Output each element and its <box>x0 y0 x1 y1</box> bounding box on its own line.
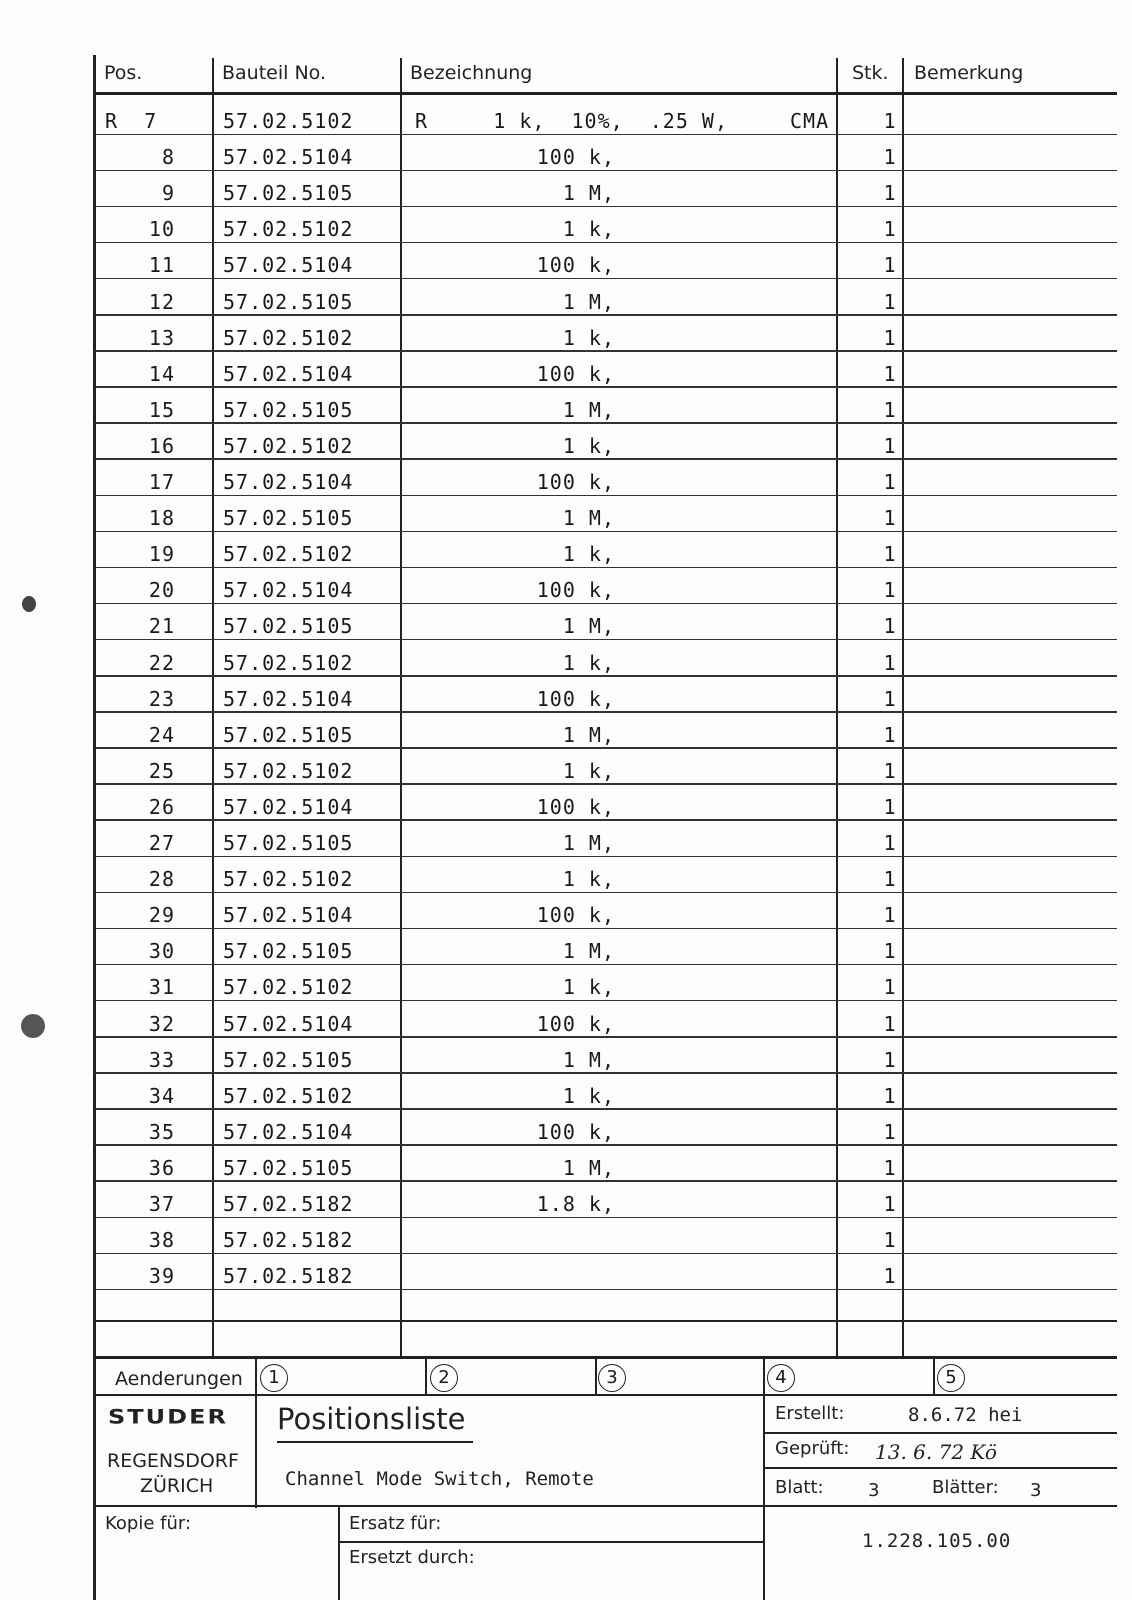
row-part-number: 57.02.5102 <box>223 109 354 133</box>
row-position: 21 <box>148 614 175 639</box>
row-type-code: CMA <box>790 109 830 133</box>
footer-divider-e <box>933 1358 935 1394</box>
row-position: 8 <box>161 145 175 170</box>
table-row <box>95 387 1117 424</box>
row-part-number: 57.02.5104 <box>223 253 354 278</box>
table-row <box>95 134 1117 171</box>
row-position: 18 <box>148 506 175 531</box>
header-part: Bauteil No. <box>222 62 326 84</box>
row-quantity: 1 <box>883 433 897 458</box>
footer-divider-a <box>255 1358 257 1508</box>
row-quantity: 1 <box>883 939 897 964</box>
row-part-number: 57.02.5104 <box>223 578 354 603</box>
row-quantity: 1 <box>883 1119 897 1144</box>
table-row <box>95 1109 1117 1146</box>
row-position: 27 <box>148 831 175 855</box>
changes-rule <box>95 1394 1117 1396</box>
row-quantity: 1 <box>883 1083 897 1108</box>
table-row <box>95 351 1117 388</box>
table-row <box>95 748 1117 785</box>
row-description: 100 k, <box>536 578 615 603</box>
row-part-number: 57.02.5105 <box>223 722 354 747</box>
row-part-number: 57.02.5105 <box>223 831 354 855</box>
created-rule <box>764 1432 1117 1434</box>
table-row <box>95 242 1117 279</box>
title-underline <box>277 1441 473 1443</box>
row-description: 1 k, <box>562 758 615 783</box>
row-description: 1 M, <box>562 939 615 964</box>
row-quantity: 1 <box>883 867 897 892</box>
row-quantity: 1 <box>883 650 897 675</box>
row-position: 29 <box>148 903 175 928</box>
row-part-number: 57.02.5102 <box>223 758 354 783</box>
table-row <box>95 1253 1117 1290</box>
table-row <box>95 1037 1117 1074</box>
row-description: 100 k, <box>536 1119 615 1144</box>
table-row <box>95 1001 1117 1038</box>
table-row <box>95 1073 1117 1110</box>
row-quantity: 1 <box>883 722 897 747</box>
row-description: 1 M, <box>562 614 615 639</box>
table-row <box>95 279 1117 316</box>
table-row <box>95 603 1117 640</box>
row-position: 31 <box>148 975 175 1000</box>
row-position: 28 <box>148 867 175 892</box>
binder-hole-mark <box>21 1014 45 1038</box>
table-row <box>95 856 1117 893</box>
table-row <box>95 676 1117 713</box>
row-quantity: 1 <box>883 578 897 603</box>
row-position: 34 <box>148 1083 175 1108</box>
row-position: 30 <box>148 939 175 964</box>
row-quantity: 1 <box>883 470 897 494</box>
row-position: 16 <box>148 433 175 458</box>
header-qty: Stk. <box>852 62 889 84</box>
sheets-value: 3 <box>1030 1480 1042 1501</box>
row-quantity: 1 <box>883 1011 897 1036</box>
document-title: Positionsliste <box>277 1402 466 1436</box>
row-position: 25 <box>148 758 175 783</box>
table-row <box>95 567 1117 604</box>
row-position: 38 <box>148 1228 175 1253</box>
table-row <box>95 531 1117 568</box>
row-quantity: 1 <box>883 614 897 639</box>
row-description: R 1 k, 10%, .25 W, <box>415 109 728 133</box>
footer-divider-b <box>425 1358 427 1394</box>
row-description: 1 k, <box>562 542 615 567</box>
row-part-number: 57.02.5104 <box>223 794 354 819</box>
row-part-number: 57.02.5182 <box>223 1192 354 1216</box>
row-part-number: 57.02.5105 <box>223 1155 354 1180</box>
footer-divider-c <box>595 1358 597 1394</box>
row-part-number: 57.02.5104 <box>223 1011 354 1036</box>
row-description: 100 k, <box>536 1011 615 1036</box>
row-description: 100 k, <box>536 903 615 928</box>
created-value: 8.6.72 hei <box>908 1404 1023 1426</box>
row-part-number: 57.02.5182 <box>223 1228 354 1253</box>
row-part-number: 57.02.5104 <box>223 361 354 386</box>
checked-signature: 13. 6. 72 Kö <box>875 1440 997 1464</box>
row-position: 22 <box>148 650 175 675</box>
row-part-number: 57.02.5105 <box>223 289 354 314</box>
row-quantity: 1 <box>883 1228 897 1253</box>
row-description: 100 k, <box>536 686 615 711</box>
brand-logo: STUDER <box>108 1406 228 1429</box>
created-label: Erstellt: <box>775 1403 845 1424</box>
row-position: 23 <box>148 686 175 711</box>
row-quantity: 1 <box>883 1047 897 1072</box>
change-marker-3: 3 <box>598 1364 626 1392</box>
row-position: 35 <box>148 1119 175 1144</box>
row-part-number: 57.02.5104 <box>223 470 354 494</box>
row-position: 10 <box>148 217 175 242</box>
row-quantity: 1 <box>883 1192 897 1216</box>
table-row <box>95 206 1117 243</box>
row-part-number: 57.02.5102 <box>223 325 354 350</box>
row-part-number: 57.02.5104 <box>223 686 354 711</box>
row-position: 9 <box>161 181 175 206</box>
row-part-number: 57.02.5102 <box>223 217 354 242</box>
table-row <box>95 459 1117 496</box>
row-part-number: 57.02.5105 <box>223 397 354 422</box>
sheets-label: Blätter: <box>932 1477 999 1498</box>
row-description: 100 k, <box>536 361 615 386</box>
table-row <box>95 1145 1117 1182</box>
row-part-number: 57.02.5102 <box>223 975 354 1000</box>
table-row <box>95 1217 1117 1254</box>
row-description: 1 M, <box>562 1047 615 1072</box>
change-marker-2: 2 <box>430 1364 458 1392</box>
row-quantity: 1 <box>883 109 897 133</box>
row-position: 11 <box>148 253 175 278</box>
table-row <box>95 640 1117 677</box>
row-quantity: 1 <box>883 758 897 783</box>
row-description: 1 k, <box>562 325 615 350</box>
row-part-number: 57.02.5105 <box>223 614 354 639</box>
row-position: 12 <box>148 289 175 314</box>
row-position: 39 <box>148 1264 175 1289</box>
change-marker-4: 4 <box>767 1364 795 1392</box>
replaced-by-label: Ersetzt durch: <box>349 1547 475 1568</box>
row-quantity: 1 <box>883 217 897 242</box>
row-description: 1 k, <box>562 433 615 458</box>
row-position: 15 <box>148 397 175 422</box>
table-row <box>95 784 1117 821</box>
row-quantity: 1 <box>883 361 897 386</box>
row-description: 100 k, <box>536 145 615 170</box>
row-quantity: 1 <box>883 253 897 278</box>
footer-divider-f <box>338 1506 340 1600</box>
header-pos: Pos. <box>104 62 143 84</box>
row-description: 1 M, <box>562 1155 615 1180</box>
table-row <box>95 170 1117 207</box>
row-position: 13 <box>148 325 175 350</box>
row-part-number: 57.02.5104 <box>223 1119 354 1144</box>
replaces-rule <box>339 1541 763 1543</box>
change-marker-5: 5 <box>937 1364 965 1392</box>
row-position: 32 <box>148 1011 175 1036</box>
row-quantity: 1 <box>883 1155 897 1180</box>
table-row <box>95 495 1117 532</box>
changes-label: Aenderungen <box>115 1368 243 1390</box>
header-desc: Bezeichnung <box>410 62 533 84</box>
company-city-1: REGENSDORF <box>107 1450 239 1472</box>
row-position: 37 <box>148 1192 175 1216</box>
row-quantity: 1 <box>883 975 897 1000</box>
table-row <box>95 1181 1117 1218</box>
table-row <box>95 98 1117 135</box>
row-description: 1 M, <box>562 289 615 314</box>
row-quantity: 1 <box>883 686 897 711</box>
row-description: 100 k, <box>536 253 615 278</box>
row-part-number: 57.02.5105 <box>223 1047 354 1072</box>
replaces-label: Ersatz für: <box>349 1513 442 1534</box>
header-remark: Bemerkung <box>914 62 1024 84</box>
row-quantity: 1 <box>883 542 897 567</box>
checked-rule <box>764 1467 1117 1469</box>
document-number: 1.228.105.00 <box>862 1530 1012 1552</box>
row-rule <box>95 1289 1117 1291</box>
change-marker-1: 1 <box>260 1364 288 1392</box>
row-part-number: 57.02.5102 <box>223 867 354 892</box>
row-description: 1 k, <box>562 650 615 675</box>
row-description: 1 M, <box>562 506 615 531</box>
row-quantity: 1 <box>883 397 897 422</box>
sheet-label: Blatt: <box>775 1477 824 1498</box>
row-quantity: 1 <box>883 794 897 819</box>
row-part-number: 57.02.5102 <box>223 1083 354 1108</box>
row-quantity: 1 <box>883 1264 897 1289</box>
row-position: 36 <box>148 1155 175 1180</box>
row-position: 14 <box>148 361 175 386</box>
row-position: 24 <box>148 722 175 747</box>
row-description: 1 k, <box>562 975 615 1000</box>
row-position: 33 <box>148 1047 175 1072</box>
row-description: 100 k, <box>536 794 615 819</box>
row-position: 20 <box>148 578 175 603</box>
document-subtitle: Channel Mode Switch, Remote <box>285 1468 594 1490</box>
table-row <box>95 315 1117 352</box>
table-row <box>95 892 1117 929</box>
row-part-number: 57.02.5182 <box>223 1264 354 1289</box>
row-quantity: 1 <box>883 506 897 531</box>
row-description: 1 k, <box>562 867 615 892</box>
copy-for-label: Kopie für: <box>105 1513 192 1534</box>
row-part-number: 57.02.5105 <box>223 506 354 531</box>
row-description: 1 M, <box>562 722 615 747</box>
empty-row-rule <box>95 1320 1117 1322</box>
row-quantity: 1 <box>883 181 897 206</box>
row-description: 1 k, <box>562 1083 615 1108</box>
row-part-number: 57.02.5102 <box>223 650 354 675</box>
row-description: 1 M, <box>562 181 615 206</box>
table-bottom-rule <box>95 1356 1117 1359</box>
row-description: 100 k, <box>536 470 615 494</box>
row-position: 26 <box>148 794 175 819</box>
table-row <box>95 928 1117 965</box>
row-position: 17 <box>148 470 175 494</box>
binder-hole-mark <box>22 596 36 612</box>
company-city-2: ZÜRICH <box>140 1475 214 1497</box>
row-position: 19 <box>148 542 175 567</box>
row-description: 1 M, <box>562 397 615 422</box>
row-part-number: 57.02.5102 <box>223 542 354 567</box>
footer-lower-rule <box>95 1505 1117 1507</box>
table-row <box>95 964 1117 1001</box>
row-part-number: 57.02.5104 <box>223 145 354 170</box>
row-part-number: 57.02.5102 <box>223 433 354 458</box>
row-part-number: 57.02.5105 <box>223 939 354 964</box>
row-quantity: 1 <box>883 831 897 855</box>
table-row <box>95 423 1117 460</box>
row-quantity: 1 <box>883 145 897 170</box>
checked-label: Geprüft: <box>775 1438 850 1459</box>
row-part-number: 57.02.5105 <box>223 181 354 206</box>
row-quantity: 1 <box>883 903 897 928</box>
table-row <box>95 712 1117 749</box>
row-description: 1 M, <box>562 831 615 855</box>
row-quantity: 1 <box>883 325 897 350</box>
sheet-value: 3 <box>868 1480 880 1501</box>
table-row <box>95 820 1117 857</box>
header-rule <box>95 92 1117 95</box>
row-description: 1 k, <box>562 217 615 242</box>
row-quantity: 1 <box>883 289 897 314</box>
row-part-number: 57.02.5104 <box>223 903 354 928</box>
row-position: R 7 <box>105 109 158 133</box>
row-description: 1.8 k, <box>536 1192 615 1216</box>
